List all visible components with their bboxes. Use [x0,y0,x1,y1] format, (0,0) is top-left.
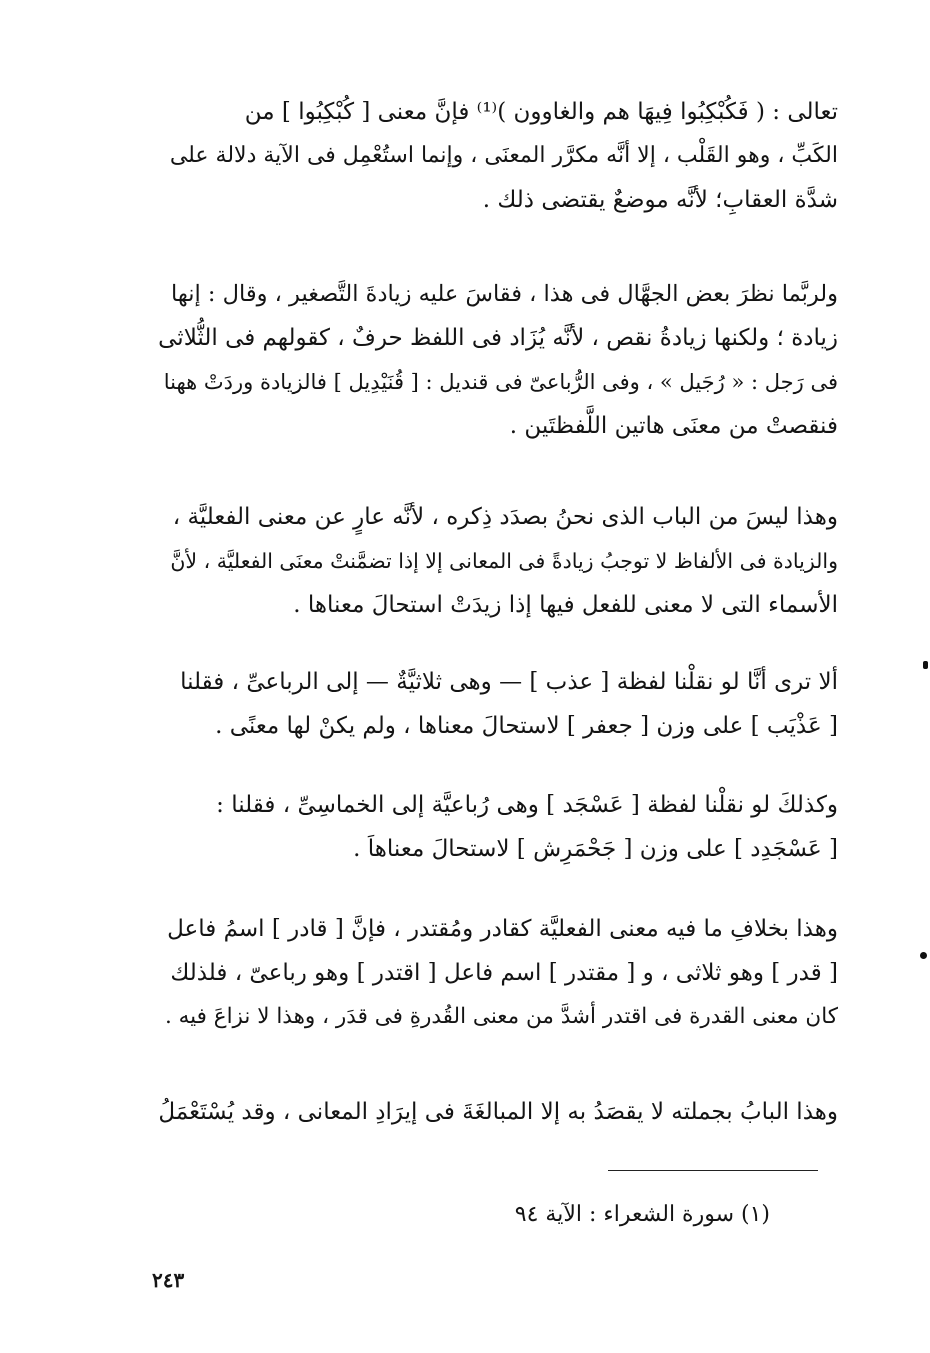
paragraph-1 [158,90,838,222]
footnote-divider [608,1170,818,1171]
text-line: فنقصتْ من معنَى هاتين اللَّفظتَين . [509,413,838,439]
text-line: زيادة ؛ ولكنها زيادةُ نقص ، لأنَّه يُزَاد فى اللفظ حرفٌ ، كقولهم فى الثُّلاثى [158,325,838,351]
text-line: شدَّة العقابِ؛ لأنَّه موضعٌ يقتضى ذلك . [482,187,838,213]
text-line: الأسماء التى لا معنى للفعل فيها إذا زيدَتْ استحالَ معناها . [293,592,838,618]
margin-mark [923,661,928,669]
text-line: [ عَسْجَدِد ] على وزن [ جَحْمَرِش ] لاستحالَ معناهاَ . [353,836,838,862]
paragraph-4 [158,660,838,748]
text-line: وهذا البابُ بجملته لا يقصَدُ به إلا المبالغَةَ فى إيرَادِ المعانى ، وقد يُسْتَعْمَلُ [158,1099,838,1125]
text-line: والزيادة فى الألفاظ لا توجبُ زيادةً فى المعانى إلا إذا تضمَّنتْ معنَى الفعليَّة ، لأنَّ [170,549,838,573]
text-line: [ قدر ] وهو ثلاثى ، و [ مقتدر ] اسم فاعل [ اقتدر ] وهو رباعىّ ، فلذلك [170,960,838,986]
text-line: ولربَّما نظرَ بعض الجهَّال فى هذا ، فقاسَ عليه زيادةَ التَّصغير ، وقال : إنها [171,281,838,307]
text-line: وكذلكَ لو نقلْنا لفظة [ عَسْجَد ] وهى رُباعيَّة إلى الخماسِىِّ ، فقلنا : [216,792,838,818]
text-line: وهذا ليسَ من الباب الذى نحنُ بصدَد ذِكره ، لأنَّه عارٍ عن معنى الفعليَّة ، [172,504,838,530]
paragraph-3 [158,495,838,627]
paragraph-5 [158,783,838,871]
paragraph-7 [158,1090,838,1134]
text-line: فى رَجل : « رُجَيل » ، وفى الرُّباعىّ فى قنديل : [ قُنَيْدِيل ] فالزيادة وردَتْ ههنا [163,370,838,394]
text-line: الكَبِّ ، وهو القَلْب ، إلا أنَّه مكرَّر المعنَى ، وإنما استُعْمِل فى الآية دلالة على [169,143,838,168]
footnote: (١) سورة الشعراء : الآية ٩٤ [514,1202,770,1227]
paragraph-6 [158,907,838,1039]
text-line: وهذا بخلافِ ما فيه معنى الفعليَّة كقادر ومُقتدر ، فإنَّ [ قادر ] اسمُ فاعل [167,916,838,942]
margin-mark [920,952,927,959]
text-line: ألا ترى أنَّا لو نقلْنا لفظة [ عذب ] — وهى ثلاثيَّةٌ — إلى الرباعىِّ ، فقلنا [180,669,838,695]
text-line: [ عَذْيَب ] على وزن [ جعفر ] لاستحالَ معناها ، ولم يكنْ لها معنًى . [215,713,838,739]
paragraph-2 [158,272,838,448]
text-line: تعالى : ( فَكُبْكِبُوا فِيهَا هم والغاوون )⁽¹⁾ فإنَّ معنى [ كُبْكِبُوا ] من [244,99,838,125]
page-number: ٢٤٣ [152,1268,185,1292]
text-line: كان معنى القدرة فى اقتدر أشدَّ من معنى القُدرةِ فى قدَر ، وهذا لا نزاعَ فيه . [164,1004,838,1029]
